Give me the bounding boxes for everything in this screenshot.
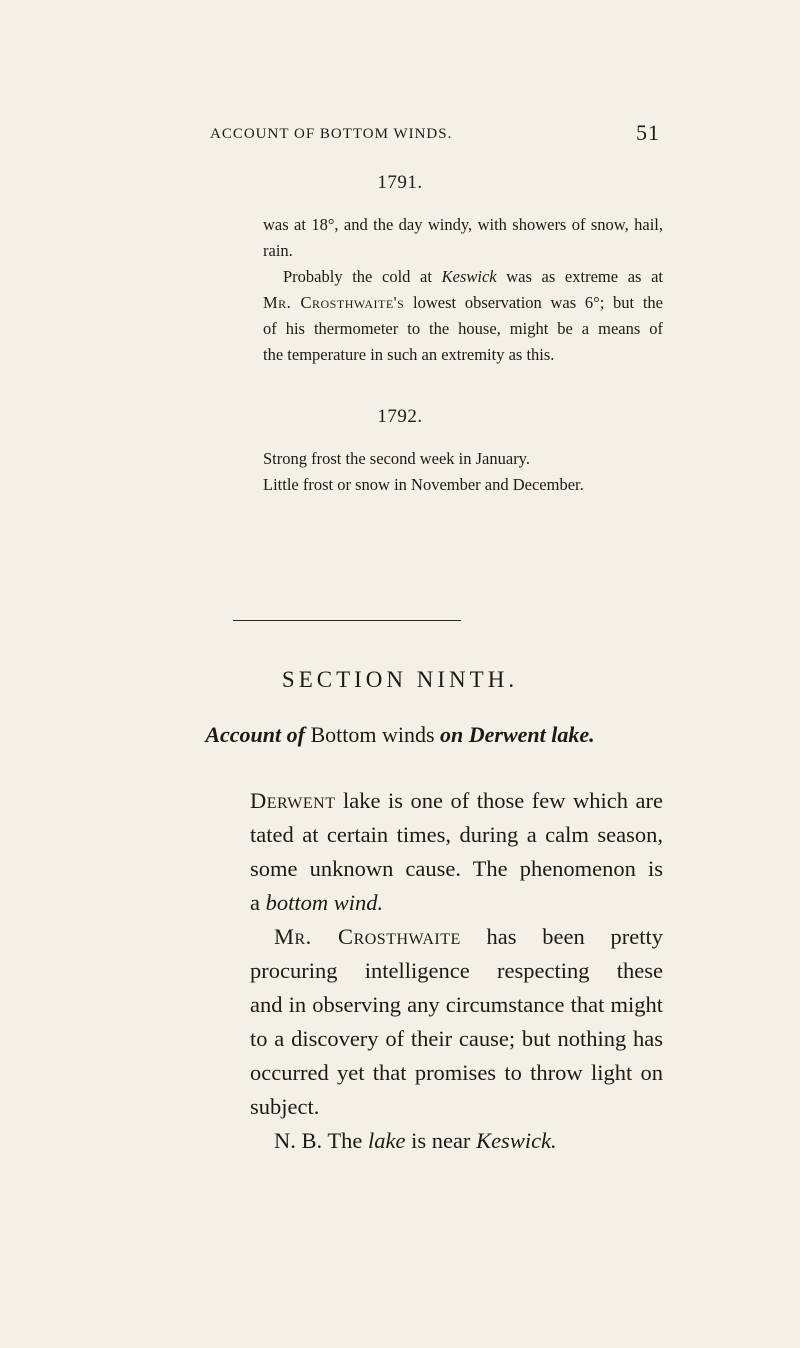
- nota-bene: [250, 1124, 663, 1158]
- person-name: Mr. Crosthwaite's: [263, 293, 405, 312]
- text-run: has been pretty: [486, 924, 663, 949]
- running-head-title: ACCOUNT OF BOTTOM WINDS.: [210, 126, 453, 142]
- text-run: is near: [405, 1128, 477, 1153]
- paragraph-1791-continuation: [263, 212, 663, 264]
- text-line: tated at certain times, during a calm season,: [250, 822, 663, 847]
- text-run: was as extreme as at: [496, 267, 663, 286]
- text-line: to a discovery of their cause; but nothing has: [250, 1026, 663, 1051]
- place-name: Derwent: [250, 788, 336, 813]
- subtitle-roman: Bottom winds: [304, 722, 441, 747]
- text-line: was at 18°, and the day windy, with showers of snow, hail,: [263, 215, 663, 234]
- text-line: Strong frost the second week in January.: [263, 449, 530, 468]
- place-name: Keswick: [441, 267, 497, 286]
- text-line: rain.: [263, 241, 293, 260]
- term-italic: bottom wind.: [265, 890, 384, 915]
- text-line: Little frost or snow in November and December.: [263, 475, 584, 494]
- text-line: the temperature in such an extremity as this.: [263, 345, 555, 364]
- year-heading-1791: 1791.: [377, 172, 423, 193]
- section-divider: [233, 620, 461, 621]
- text-line: some unknown cause. The phenomenon is: [250, 856, 663, 881]
- text-line: [274, 1124, 663, 1158]
- text-line: subject.: [250, 1094, 320, 1119]
- paragraph-keswick-cold: [263, 264, 663, 368]
- page-number: 51: [636, 120, 660, 145]
- section-subtitle: [0, 722, 800, 748]
- text-line: occurred yet that promises to throw light on: [250, 1060, 663, 1085]
- text-line: of his thermometer to the house, might be a means of: [263, 319, 663, 338]
- text-line: [250, 784, 663, 818]
- text-line: [263, 290, 663, 316]
- paragraph-1792: [263, 446, 663, 498]
- subtitle-italic: Account of: [205, 722, 305, 747]
- text-line: and in observing any circumstance that might: [250, 992, 663, 1017]
- text-run: Probably the cold at: [283, 267, 442, 286]
- text-line: procuring intelligence respecting these: [250, 958, 663, 983]
- text-run: lake is one of those few which are: [343, 788, 663, 813]
- year-heading-1792: 1792.: [377, 406, 423, 427]
- text-run: a: [250, 890, 266, 915]
- term-italic: lake: [367, 1128, 406, 1153]
- paragraph-crosthwaite: [250, 920, 663, 1124]
- person-name: Mr. Crosthwaite: [274, 924, 461, 949]
- text-run: lowest observation was 6°; but the: [413, 293, 663, 312]
- text-line: [250, 886, 663, 920]
- section-title: SECTION NINTH.: [281, 667, 519, 692]
- text-run: N. B. The: [274, 1128, 368, 1153]
- paragraph-derwent: [250, 784, 663, 920]
- text-line: [263, 264, 663, 290]
- subtitle-italic: on Derwent lake.: [440, 722, 595, 747]
- text-line: [250, 920, 663, 954]
- place-name: Keswick.: [476, 1128, 557, 1153]
